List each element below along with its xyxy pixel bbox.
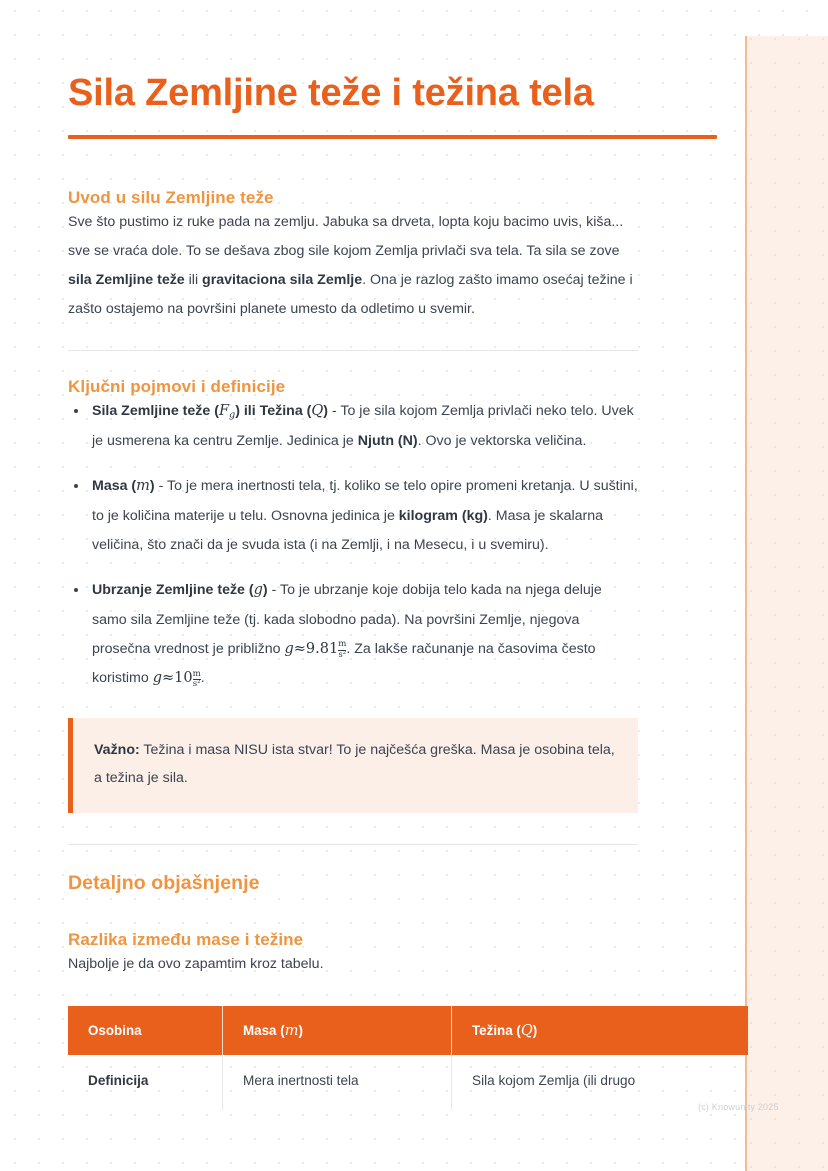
table-header: [68, 1006, 748, 1055]
intro-text-2: ili: [184, 271, 203, 288]
term-label-b: ) ili Težina (: [235, 403, 312, 420]
term-label-c: ): [262, 581, 268, 598]
formula-1-value: 9.81: [305, 640, 339, 657]
callout-paragraph: [94, 737, 616, 792]
section-divider-2: [68, 844, 638, 845]
important-callout: [68, 718, 638, 812]
term-text-1: - To je sila kojom Zemlja privlači neko telo. Uvek je usmerena ka centru Zemlje. Jedinica je: [92, 403, 634, 449]
list-item: [68, 397, 638, 456]
term-text-3: .: [200, 670, 205, 687]
detailed-paragraph: Najbolje je da ovo zapamtim kroz tabelu.: [68, 955, 324, 972]
formula-2-symbol: g: [152, 670, 162, 687]
heading-uvod: Uvod u silu Zemljine teže: [68, 187, 274, 207]
formula-2-unit-numerator: m: [192, 669, 201, 680]
table-header-osobina-label: Osobina: [88, 1023, 142, 1039]
term-bold-unit: Njutn (N): [357, 432, 418, 449]
term-bold-unit: kilogram (kg): [398, 507, 488, 524]
formula-1-relation: ≈: [293, 640, 306, 657]
term-label-c: ): [323, 403, 329, 420]
term-label: Masa (: [92, 477, 137, 494]
table-header-masa: [223, 1006, 452, 1055]
watermark: (c) Knowunity 2025: [698, 1102, 779, 1112]
table-header-masa-label-end: ): [298, 1022, 303, 1038]
formula-1-unit-numerator: m: [338, 639, 347, 650]
table-cell-mass: Mera inertnosti tela: [223, 1055, 452, 1110]
callout-label: Važno:: [94, 742, 140, 759]
term-label-c: ): [149, 477, 155, 494]
comparison-table: [68, 1006, 748, 1110]
term-text-2: . Za lakše računanje na časovima često koristimo: [92, 640, 596, 687]
table-header-osobina: [68, 1006, 223, 1055]
title-underline-rule: [68, 135, 717, 139]
table-header-tezina-symbol: Q: [520, 1022, 533, 1039]
table-body: [68, 1055, 748, 1110]
heading-detaljno-objasnjenje: Detaljno objašnjenje: [68, 871, 260, 894]
table-header-masa-label: Masa (: [243, 1022, 285, 1038]
intro-text-3: . Ona je razlog zašto imamo osećaj težine i zašto ostajemo na površini planete umesto da odletimo u svemir.: [68, 271, 633, 318]
term-label: Sila Zemljine teže (: [92, 403, 219, 420]
table-cell-property: Definicija: [68, 1055, 223, 1110]
table-cell-weight: Sila kojom Zemlja (ili drugo: [472, 1072, 636, 1088]
right-strip-edge-line: [745, 36, 747, 1171]
callout-text: Težina i masa NISU ista stvar! To je najčešća greška. Masa je osobina tela, a težina je sila.: [94, 742, 615, 786]
formula-2-unit: [193, 670, 201, 689]
formula-2-unit-denominator: s²: [192, 679, 201, 690]
term-label: Ubrzanje Zemljine teže (: [92, 581, 254, 598]
list-item: [68, 576, 638, 694]
term-symbol-f: F: [218, 403, 230, 420]
term-text-1: - To je ubrzanje koje dobija telo kada na njega deluje samo sila Zemljine teže (tj. kada slobodno pada). Na površini Zemlje, njegova prosečna vrednost je približno: [92, 581, 602, 657]
formula-2-value: 10: [174, 670, 193, 687]
section-divider-1: [68, 350, 638, 351]
table-header-tezina: [452, 1006, 749, 1055]
table-header-row: [68, 1006, 748, 1055]
term-text-1: - To je mera inertnosti tela, tj. koliko se telo opire promeni kretanja. U suštini, to je količina materije u telu. Osnovna jedinica je: [92, 477, 638, 524]
heading-razlika-mase-i-tezine: Razlika između mase i težine: [68, 929, 304, 949]
right-decorative-strip: [745, 36, 828, 1171]
intro-bold-2: gravitaciona sila Zemlje: [202, 271, 363, 288]
page-title: Sila Zemljine teže i težina tela: [68, 72, 594, 114]
term-symbol-q: Q: [311, 403, 324, 420]
table-header-tezina-label: Težina (: [472, 1022, 521, 1038]
formula-1-unit-denominator: s²: [338, 649, 347, 660]
key-terms-list: [68, 397, 638, 694]
document-content: [68, 0, 638, 1110]
term-symbol-f-subscript: g: [229, 409, 236, 421]
term-text-2: . Masa je skalarna veličina, što znači da je svuda ista (i na Zemlji, i na Mesecu, i u svemiru).: [92, 507, 604, 553]
formula-1-symbol: g: [284, 640, 294, 657]
term-text-2: . Ovo je vektorska veličina.: [417, 432, 587, 449]
intro-bold-1: sila Zemljine teže: [68, 271, 185, 288]
table-row: [68, 1055, 748, 1110]
intro-paragraph: [68, 208, 638, 324]
table-header-masa-symbol: m: [284, 1022, 299, 1039]
intro-text-1: Sve što pustimo iz ruke pada na zemlju. Jabuka sa drveta, lopta koju bacimo uvis, kiša... sve se vraća dole. To se dešava zbog sile kojom Zemlja privlači sva tela. Ta sila se zove: [68, 213, 624, 259]
heading-kljucni-pojmovi: Ključni pojmovi i definicije: [68, 377, 286, 397]
term-symbol-m: m: [136, 477, 150, 494]
table-header-tezina-label-end: ): [532, 1022, 538, 1038]
formula-2-relation: ≈: [162, 670, 175, 687]
list-item: [68, 472, 638, 560]
term-symbol-g: g: [253, 581, 263, 598]
